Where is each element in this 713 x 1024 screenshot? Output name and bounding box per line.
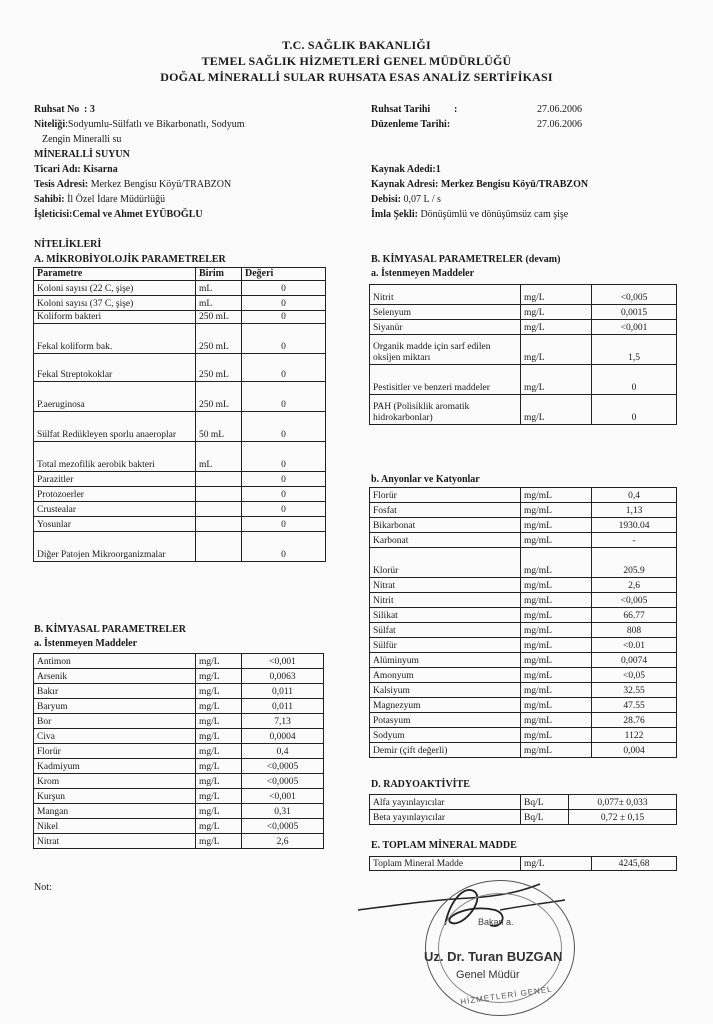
anion-cation-table: [369, 487, 677, 758]
value-cell: 808: [592, 623, 677, 638]
unit-cell: mg/mL: [521, 518, 592, 533]
sahibi-value: İl Özel İdare Müdürlüğü: [67, 194, 166, 205]
toplam-heading: E. TOPLAM MİNERAL MADDE: [371, 840, 517, 851]
param-cell: P.aeruginosa: [34, 382, 196, 412]
unit-cell: mg/mL: [521, 713, 592, 728]
unit-cell: mg/mL: [521, 683, 592, 698]
param-cell: Karbonat: [370, 533, 521, 548]
stamp-bakan: Bakan a.: [478, 917, 514, 927]
value-cell: 0: [242, 412, 326, 442]
unit-cell: mg/mL: [521, 638, 592, 653]
niteligi-value: :Sodyumlu-Sülfatlı ve Bikarbonatlı, Sodyum: [65, 119, 245, 130]
unit-cell: mg/mL: [521, 593, 592, 608]
istenmeyen2-heading: a. İstenmeyen Maddeler: [371, 268, 475, 279]
unit-cell: mg/L: [196, 789, 242, 804]
param-cell: Parazitler: [34, 472, 196, 487]
unit-cell: 250 mL: [196, 324, 242, 354]
chem-left-row: [34, 804, 324, 819]
value-cell: 0,0063: [242, 669, 324, 684]
unit-cell: mg/L: [196, 699, 242, 714]
value-cell: <0,005: [592, 593, 677, 608]
doc-title-ministry: T.C. SAĞLIK BAKANLIĞI: [282, 38, 431, 52]
unit-cell: mg/L: [196, 654, 242, 669]
chem-right-row: [370, 285, 677, 305]
micro-row: [34, 532, 326, 562]
value-cell: 0,4: [242, 744, 324, 759]
unit-cell: mg/L: [196, 729, 242, 744]
micro-param-table: [33, 267, 326, 562]
value-cell: 0,0015: [592, 305, 677, 320]
param-cell: Baryum: [34, 699, 196, 714]
value-cell: 0,31: [242, 804, 324, 819]
unit-cell: mg/L: [196, 744, 242, 759]
unit-cell: mg/mL: [521, 653, 592, 668]
param-cell: Amonyum: [370, 668, 521, 683]
total-mineral-table: [369, 856, 677, 871]
unit-cell: [196, 532, 242, 562]
param-cell: Protozoerler: [34, 487, 196, 502]
istenmeyen-heading: a. İstenmeyen Maddeler: [34, 638, 138, 649]
unit-cell: Bq/L: [521, 795, 569, 810]
unit-cell: mg/mL: [521, 488, 592, 503]
duzenleme-value: 27.06.2006: [537, 119, 582, 130]
kaynak-adresi-label: Kaynak Adresi:: [371, 179, 439, 190]
ruhsat-no-label: Ruhsat No: [34, 104, 80, 115]
anion-row: [370, 713, 677, 728]
value-cell: 1930.04: [592, 518, 677, 533]
unit-cell: mL: [196, 442, 242, 472]
value-cell: 0: [592, 365, 677, 395]
param-cell: PAH (Polisiklik aromatik hidrokarbonlar): [370, 395, 521, 425]
unit-cell: mg/mL: [521, 548, 592, 578]
param-cell: Nitrat: [34, 834, 196, 849]
micro-row: [34, 281, 326, 296]
value-cell: 47.55: [592, 698, 677, 713]
anion-row: [370, 518, 677, 533]
param-cell: Total mezofilik aerobik bakteri: [34, 442, 196, 472]
param-cell: Bikarbonat: [370, 518, 521, 533]
stamp-ring-text: HİZMETLERİ GENEL: [459, 984, 554, 1007]
param-cell: Florür: [34, 744, 196, 759]
chem-left-row: [34, 759, 324, 774]
value-cell: 1,5: [592, 335, 677, 365]
unit-cell: Bq/L: [521, 810, 569, 825]
mikro-heading: A. MİKROBİYOLOJİK PARAMETRELER: [34, 254, 226, 265]
value-cell: <0,001: [242, 789, 324, 804]
value-cell: 0,011: [242, 684, 324, 699]
anion-row: [370, 653, 677, 668]
param-cell: Bor: [34, 714, 196, 729]
value-cell: 0: [242, 311, 326, 324]
total-row: [370, 857, 677, 871]
tesis-value: Merkez Bengisu Köyü/TRABZON: [90, 179, 232, 190]
param-cell: Organik madde için sarf edilen oksijen miktarı: [370, 335, 521, 365]
anion-row: [370, 638, 677, 653]
param-cell: Fosfat: [370, 503, 521, 518]
radyo-heading: D. RADYOAKTİVİTE: [371, 779, 470, 790]
anion-row: [370, 548, 677, 578]
value-cell: 0: [592, 395, 677, 425]
value-cell: 0,011: [242, 699, 324, 714]
value-cell: <0,0005: [242, 759, 324, 774]
ruhsat-tarihi-value: 27.06.2006: [537, 104, 582, 115]
param-cell: Sülfat Redükleyen sporlu anaeroplar: [34, 412, 196, 442]
value-cell: 0: [242, 472, 326, 487]
value-cell: <0,001: [592, 320, 677, 335]
unit-cell: mg/L: [196, 819, 242, 834]
anion-row: [370, 623, 677, 638]
unit-cell: mg/L: [196, 804, 242, 819]
value-cell: 1122: [592, 728, 677, 743]
unit-cell: [196, 487, 242, 502]
col-header-birim: Birim: [196, 268, 242, 281]
duzenleme-label: Düzenleme Tarihi:: [371, 119, 451, 130]
unit-cell: mg/mL: [521, 743, 592, 758]
unit-cell: [196, 517, 242, 532]
anion-row: [370, 488, 677, 503]
ticari-value: Kisarna: [83, 164, 118, 175]
unit-cell: mg/L: [196, 774, 242, 789]
unit-cell: mg/mL: [521, 503, 592, 518]
unit-cell: mg/mL: [521, 698, 592, 713]
unit-cell: mL: [196, 281, 242, 296]
param-cell: Koloni sayısı (22 C, şişe): [34, 281, 196, 296]
micro-row: [34, 442, 326, 472]
micro-row: [34, 311, 326, 324]
unit-cell: mg/L: [521, 305, 592, 320]
micro-row: [34, 296, 326, 311]
anion-row: [370, 593, 677, 608]
chem-left-row: [34, 819, 324, 834]
unit-cell: mg/mL: [521, 578, 592, 593]
imla-label: İmla Şekli:: [371, 209, 418, 220]
debisi-label: Debisi:: [371, 194, 401, 205]
anion-row: [370, 728, 677, 743]
debisi-value: 0,07 L / s: [403, 194, 441, 205]
param-cell: Selenyum: [370, 305, 521, 320]
value-cell: 0,72 ± 0,15: [569, 810, 677, 825]
tesis-label: Tesis Adresi:: [34, 179, 89, 190]
niteligi-cont: Zengin Mineralli su: [42, 134, 122, 145]
value-cell: 1,13: [592, 503, 677, 518]
anion-row: [370, 743, 677, 758]
param-cell: Arsenik: [34, 669, 196, 684]
value-cell: 2,6: [592, 578, 677, 593]
micro-row: [34, 502, 326, 517]
unit-cell: mg/mL: [521, 728, 592, 743]
chem-left-row: [34, 834, 324, 849]
chem-left-row: [34, 699, 324, 714]
param-cell: Nitrit: [370, 285, 521, 305]
param-cell: Koloni sayısı (37 C, şişe): [34, 296, 196, 311]
value-cell: 4245,68: [592, 857, 677, 871]
unit-cell: mL: [196, 296, 242, 311]
unit-cell: mg/L: [521, 285, 592, 305]
param-cell: Krom: [34, 774, 196, 789]
value-cell: 0: [242, 442, 326, 472]
radio-row: [370, 810, 677, 825]
anion-row: [370, 668, 677, 683]
value-cell: 0: [242, 354, 326, 382]
unit-cell: 50 mL: [196, 412, 242, 442]
chem-right-row: [370, 305, 677, 320]
ticari-label: Ticari Adı:: [34, 164, 81, 175]
micro-row: [34, 517, 326, 532]
param-cell: Fekal koliform bak.: [34, 324, 196, 354]
chem-undesired-table: [33, 653, 324, 849]
value-cell: 0: [242, 281, 326, 296]
param-cell: Florür: [370, 488, 521, 503]
unit-cell: mg/L: [521, 857, 592, 871]
micro-row: [34, 382, 326, 412]
radio-row: [370, 795, 677, 810]
unit-cell: mg/mL: [521, 608, 592, 623]
chem-undesired-cont-table: [369, 284, 677, 425]
micro-row: [34, 354, 326, 382]
isletici-value: Cemal ve Ahmet EYÜBOĞLU: [72, 209, 203, 220]
chem-left-row: [34, 774, 324, 789]
unit-cell: 250 mL: [196, 354, 242, 382]
value-cell: 0,0074: [592, 653, 677, 668]
unit-cell: [196, 472, 242, 487]
param-cell: Kalsiyum: [370, 683, 521, 698]
param-cell: Beta yayınlayıcılar: [370, 810, 521, 825]
nitelikleri-heading: NİTELİKLERİ: [34, 239, 102, 250]
col-header-degeri: Değeri: [242, 268, 326, 281]
param-cell: Nikel: [34, 819, 196, 834]
param-cell: Kadmiyum: [34, 759, 196, 774]
anyon-heading: b. Anyonlar ve Katyonlar: [371, 474, 480, 485]
col-header-parametre: Parametre: [34, 268, 196, 281]
param-cell: Sodyum: [370, 728, 521, 743]
doc-title-directorate: TEMEL SAĞLIK HİZMETLERİ GENEL MÜDÜRLÜĞÜ: [201, 54, 512, 68]
value-cell: 0,004: [592, 743, 677, 758]
value-cell: <0.01: [592, 638, 677, 653]
unit-cell: mg/L: [521, 335, 592, 365]
value-cell: 0: [242, 487, 326, 502]
param-cell: Civa: [34, 729, 196, 744]
value-cell: 66.77: [592, 608, 677, 623]
anion-row: [370, 683, 677, 698]
unit-cell: mg/mL: [521, 533, 592, 548]
unit-cell: 250 mL: [196, 382, 242, 412]
micro-row: [34, 487, 326, 502]
param-cell: Antimon: [34, 654, 196, 669]
param-cell: Demir (çift değerli): [370, 743, 521, 758]
value-cell: 0,077± 0,033: [569, 795, 677, 810]
value-cell: <0,005: [592, 285, 677, 305]
anion-row: [370, 698, 677, 713]
chem-left-row: [34, 654, 324, 669]
param-cell: Potasyum: [370, 713, 521, 728]
unit-cell: mg/L: [196, 759, 242, 774]
kimyasal-heading: B. KİMYASAL PARAMETRELER: [34, 624, 186, 635]
official-seal-icon: [425, 880, 575, 1016]
param-cell: Diğer Patojen Mikroorganizmalar: [34, 532, 196, 562]
value-cell: 32.55: [592, 683, 677, 698]
ruhsat-no-value: : 3: [84, 104, 95, 115]
unit-cell: mg/L: [521, 365, 592, 395]
value-cell: 0,0004: [242, 729, 324, 744]
unit-cell: [196, 502, 242, 517]
value-cell: <0,05: [592, 668, 677, 683]
imla-value: Dönüşümlü ve dönüşümsüz cam şişe: [420, 209, 569, 220]
value-cell: <0,0005: [242, 819, 324, 834]
anion-row: [370, 503, 677, 518]
chem-right-row: [370, 335, 677, 365]
param-cell: Fekal Streptokoklar: [34, 354, 196, 382]
param-cell: Kurşun: [34, 789, 196, 804]
unit-cell: mg/L: [521, 395, 592, 425]
unit-cell: mg/mL: [521, 623, 592, 638]
unit-cell: mg/L: [196, 834, 242, 849]
kaynak-adedi: Kaynak Adedi:1: [371, 164, 441, 175]
param-cell: Bakır: [34, 684, 196, 699]
param-cell: Crustealar: [34, 502, 196, 517]
ruhsat-tarihi-colon: :: [454, 104, 458, 115]
value-cell: 205.9: [592, 548, 677, 578]
value-cell: 0: [242, 382, 326, 412]
mineralli-heading: MİNERALLİ SUYUN: [34, 149, 130, 160]
unit-cell: mg/L: [196, 669, 242, 684]
param-cell: Mangan: [34, 804, 196, 819]
chem-left-row: [34, 744, 324, 759]
param-cell: Yosunlar: [34, 517, 196, 532]
micro-row: [34, 412, 326, 442]
param-cell: Siyanür: [370, 320, 521, 335]
chem-left-row: [34, 684, 324, 699]
chem-left-row: [34, 714, 324, 729]
value-cell: 0,4: [592, 488, 677, 503]
stamp-name: Uz. Dr. Turan BUZGAN: [424, 949, 563, 964]
ruhsat-tarihi-label: Ruhsat Tarihi: [371, 104, 431, 115]
chem-right-row: [370, 320, 677, 335]
chem-left-row: [34, 729, 324, 744]
isletici-label: İşleticisi:: [34, 209, 73, 220]
micro-row: [34, 324, 326, 354]
value-cell: <0,001: [242, 654, 324, 669]
unit-cell: mg/L: [196, 684, 242, 699]
chem-left-row: [34, 789, 324, 804]
unit-cell: mg/mL: [521, 668, 592, 683]
param-cell: Alfa yayınlayıcılar: [370, 795, 521, 810]
value-cell: -: [592, 533, 677, 548]
value-cell: 7,13: [242, 714, 324, 729]
micro-row: [34, 472, 326, 487]
value-cell: 0: [242, 296, 326, 311]
value-cell: 28.76: [592, 713, 677, 728]
chem-right-row: [370, 365, 677, 395]
param-cell: Silikat: [370, 608, 521, 623]
param-cell: Sülfür: [370, 638, 521, 653]
value-cell: 0: [242, 532, 326, 562]
value-cell: <0,0005: [242, 774, 324, 789]
param-cell: Nitrit: [370, 593, 521, 608]
value-cell: 0: [242, 502, 326, 517]
doc-title-certificate: DOĞAL MİNERALLİ SULAR RUHSATA ESAS ANALİZ SERTİFİKASI: [160, 70, 553, 84]
param-cell: Klorür: [370, 548, 521, 578]
chem-right-row: [370, 395, 677, 425]
kaynak-adresi-value: Merkez Bengisu Köyü/TRABZON: [440, 179, 589, 190]
note-label: Not:: [34, 882, 52, 893]
param-cell: Magnezyum: [370, 698, 521, 713]
anion-row: [370, 533, 677, 548]
anion-row: [370, 578, 677, 593]
param-cell: Nitrat: [370, 578, 521, 593]
unit-cell: 250 mL: [196, 311, 242, 324]
param-cell: Alüminyum: [370, 653, 521, 668]
unit-cell: mg/L: [196, 714, 242, 729]
radioactivity-table: [369, 794, 677, 825]
kimyasal-devam-heading: B. KİMYASAL PARAMETRELER (devam): [371, 254, 561, 265]
value-cell: 0: [242, 324, 326, 354]
unit-cell: mg/L: [521, 320, 592, 335]
anion-row: [370, 608, 677, 623]
value-cell: 2,6: [242, 834, 324, 849]
param-cell: Toplam Mineral Madde: [370, 857, 521, 871]
stamp-title: Genel Müdür: [456, 969, 520, 981]
chem-left-row: [34, 669, 324, 684]
param-cell: Sülfat: [370, 623, 521, 638]
param-cell: Pestisitler ve benzeri maddeler: [370, 365, 521, 395]
niteligi-label: Niteliği: [34, 119, 66, 130]
sahibi-label: Sahibi:: [34, 194, 65, 205]
value-cell: 0: [242, 517, 326, 532]
param-cell: Koliform bakteri: [34, 311, 196, 324]
